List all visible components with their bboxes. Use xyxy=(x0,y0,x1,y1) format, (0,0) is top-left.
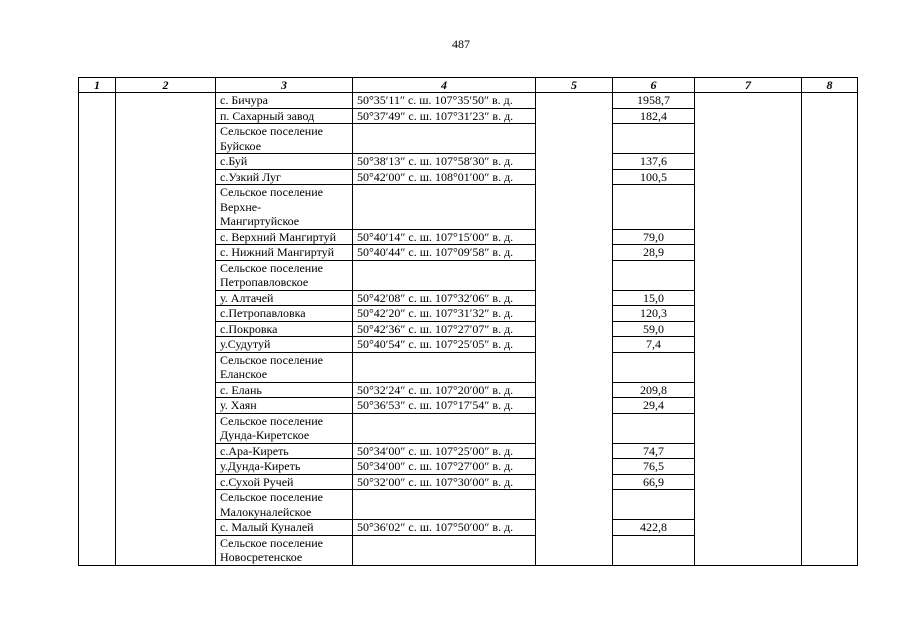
value-cell: 76,5 xyxy=(613,459,695,475)
coordinates-cell: 50°42′20″ с. ш. 107°31′32″ в. д. xyxy=(353,306,536,322)
coordinates-cell: 50°37′49″ с. ш. 107°31′23″ в. д. xyxy=(353,108,536,124)
value-cell: 1958,7 xyxy=(613,93,695,109)
coordinates-cell: 50°42′00″ с. ш. 108°01′00″ в. д. xyxy=(353,169,536,185)
value-cell: 137,6 xyxy=(613,154,695,170)
settlement-name-cell: у.Судутуй xyxy=(216,337,353,353)
value-cell: 422,8 xyxy=(613,520,695,536)
settlement-name-cell: с. Малый Куналей xyxy=(216,520,353,536)
value-cell: 209,8 xyxy=(613,382,695,398)
value-cell: 15,0 xyxy=(613,290,695,306)
value-cell: 74,7 xyxy=(613,443,695,459)
column-2-cell xyxy=(116,93,216,566)
table-body xyxy=(79,93,858,566)
table-row xyxy=(79,93,858,109)
page-number: 487 xyxy=(452,37,470,51)
settlement-name-cell: с.Сухой Ручей xyxy=(216,474,353,490)
settlement-name-cell: с.Буй xyxy=(216,154,353,170)
column-header-3: 3 xyxy=(216,78,353,93)
value-cell: 182,4 xyxy=(613,108,695,124)
coordinates-cell: 50°32′00″ с. ш. 107°30′00″ в. д. xyxy=(353,474,536,490)
column-header-1: 1 xyxy=(79,78,116,93)
value-cell: 120,3 xyxy=(613,306,695,322)
coordinates-cell: 50°40′54″ с. ш. 107°25′05″ в. д. xyxy=(353,337,536,353)
value-cell xyxy=(613,535,695,565)
settlement-name-cell: с.Ара-Киреть xyxy=(216,443,353,459)
column-header-6: 6 xyxy=(613,78,695,93)
coordinates-cell: 50°35′11″ с. ш. 107°35′50″ в. д. xyxy=(353,93,536,109)
value-cell: 59,0 xyxy=(613,321,695,337)
settlement-name-cell: Сельское поселение Новосретенское xyxy=(216,535,353,565)
settlement-name-cell: с.Узкий Луг xyxy=(216,169,353,185)
settlement-name-cell: Сельское поселение Верхне- Мангиртуйское xyxy=(216,185,353,230)
coordinates-cell: 50°36′53″ с. ш. 107°17′54″ в. д. xyxy=(353,398,536,414)
coordinates-cell: 50°38′13″ с. ш. 107°58′30″ в. д. xyxy=(353,154,536,170)
coordinates-cell xyxy=(353,185,536,230)
value-cell xyxy=(613,413,695,443)
value-cell xyxy=(613,490,695,520)
column-7-cell xyxy=(695,93,802,566)
column-header-4: 4 xyxy=(353,78,536,93)
value-cell: 7,4 xyxy=(613,337,695,353)
column-5-cell xyxy=(536,93,613,566)
settlement-name-cell: с.Покровка xyxy=(216,321,353,337)
settlement-name-cell: с. Бичура xyxy=(216,93,353,109)
coordinates-cell xyxy=(353,260,536,290)
value-cell: 28,9 xyxy=(613,245,695,261)
value-cell xyxy=(613,185,695,230)
settlement-name-cell: Сельское поселение Еланское xyxy=(216,352,353,382)
settlement-name-cell: с. Нижний Мангиртуй xyxy=(216,245,353,261)
coordinates-cell: 50°34′00″ с. ш. 107°27′00″ в. д. xyxy=(353,459,536,475)
column-1-cell xyxy=(79,93,116,566)
settlements-table xyxy=(78,77,858,566)
coordinates-cell xyxy=(353,352,536,382)
coordinates-cell: 50°40′44″ с. ш. 107°09′58″ в. д. xyxy=(353,245,536,261)
table-header xyxy=(79,78,858,93)
column-8-cell xyxy=(802,93,858,566)
settlement-name-cell: с.Петропавловка xyxy=(216,306,353,322)
value-cell xyxy=(613,260,695,290)
settlement-name-cell: с. Елань xyxy=(216,382,353,398)
column-header-5: 5 xyxy=(536,78,613,93)
settlement-name-cell: п. Сахарный завод xyxy=(216,108,353,124)
value-cell: 100,5 xyxy=(613,169,695,185)
settlement-name-cell: у. Алтачей xyxy=(216,290,353,306)
settlement-name-cell: с. Верхний Мангиртуй xyxy=(216,229,353,245)
coordinates-cell: 50°36′02″ с. ш. 107°50′00″ в. д. xyxy=(353,520,536,536)
column-header-8: 8 xyxy=(802,78,858,93)
value-cell: 66,9 xyxy=(613,474,695,490)
header-row xyxy=(79,78,858,93)
value-cell: 29,4 xyxy=(613,398,695,414)
coordinates-cell: 50°40′14″ с. ш. 107°15′00″ в. д. xyxy=(353,229,536,245)
settlement-name-cell: Сельское поселение Дунда-Киретское xyxy=(216,413,353,443)
value-cell xyxy=(613,124,695,154)
coordinates-cell: 50°34′00″ с. ш. 107°25′00″ в. д. xyxy=(353,443,536,459)
coordinates-cell: 50°42′36″ с. ш. 107°27′07″ в. д. xyxy=(353,321,536,337)
column-header-2: 2 xyxy=(116,78,216,93)
value-cell: 79,0 xyxy=(613,229,695,245)
value-cell xyxy=(613,352,695,382)
coordinates-cell: 50°32′24″ с. ш. 107°20′00″ в. д. xyxy=(353,382,536,398)
settlement-name-cell: у. Хаян xyxy=(216,398,353,414)
settlement-name-cell: у.Дунда-Киреть xyxy=(216,459,353,475)
coordinates-cell xyxy=(353,413,536,443)
coordinates-cell xyxy=(353,124,536,154)
coordinates-cell: 50°42′08″ с. ш. 107°32′06″ в. д. xyxy=(353,290,536,306)
column-header-7: 7 xyxy=(695,78,802,93)
coordinates-cell xyxy=(353,490,536,520)
coordinates-cell xyxy=(353,535,536,565)
settlement-name-cell: Сельское поселение Малокуналейское xyxy=(216,490,353,520)
settlement-name-cell: Сельское поселение Петропавловское xyxy=(216,260,353,290)
settlement-name-cell: Сельское поселение Буйское xyxy=(216,124,353,154)
